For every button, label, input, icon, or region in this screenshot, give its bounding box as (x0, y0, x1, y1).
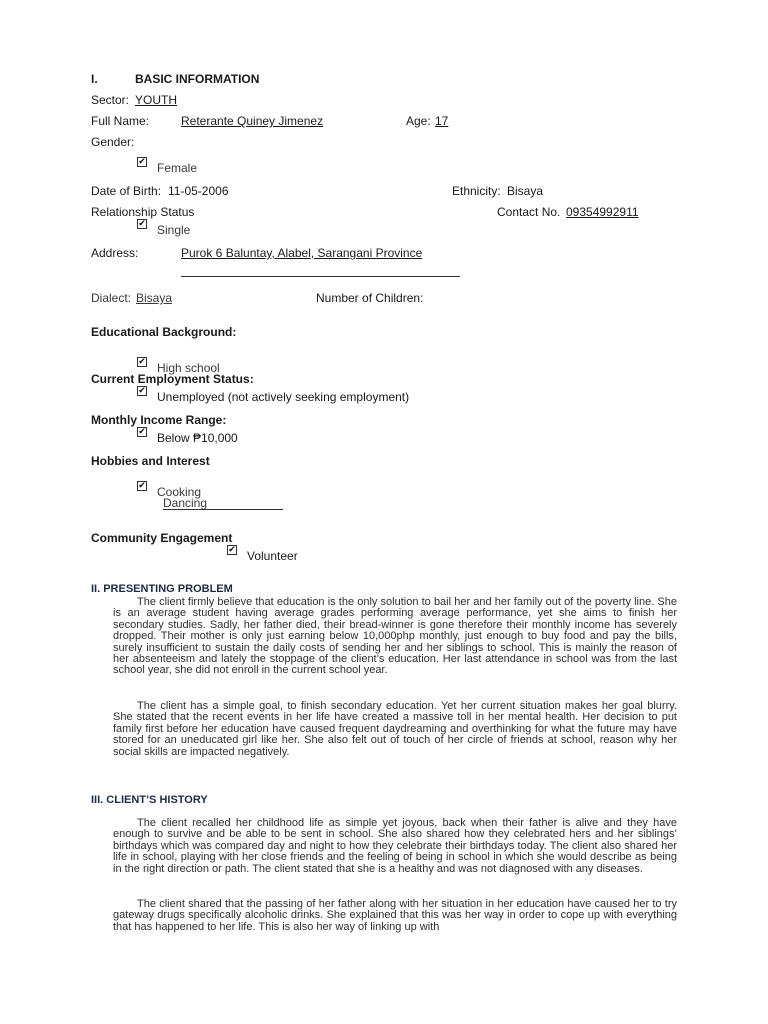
gender-checkbox[interactable] (137, 157, 147, 167)
community-checkbox[interactable] (227, 545, 237, 555)
children-label: Number of Children: (316, 291, 424, 305)
address-label: Address: (91, 246, 139, 260)
address-value: Purok 6 Baluntay, Alabel, Sarangani Province (181, 246, 423, 260)
hobby-2: Dancing (163, 497, 283, 510)
sector-value: YOUTH (135, 93, 177, 107)
age-value: 17 (435, 114, 449, 128)
section-1-title: BASIC INFORMATION (135, 72, 260, 86)
education-value: High school (157, 361, 220, 375)
section-2-paragraph-2-text: The client has a simple goal, to finish secondary education. Yet her current situation makes her goal blurry. She stated that the recent events in her life have created a massive toll in her mental health. Her decision to put family first before her education have caused frequent daydreaming and overthinking for what the future may have stored for an uneducated girl like her. She also felt out of touch of her circle of friends at school, reason why her social skills are impacted negatively. (113, 700, 677, 758)
income-checkbox[interactable] (137, 427, 147, 437)
community-value: Volunteer (247, 549, 298, 563)
age-label: Age: (406, 114, 431, 128)
relationship-checkbox[interactable] (137, 219, 147, 229)
section-3-title: III. CLIENT’S HISTORY (91, 794, 208, 806)
ethnicity-label: Ethnicity: (452, 184, 501, 198)
sector-label: Sector: (91, 93, 130, 107)
employment-value: Unemployed (not actively seeking employment) (157, 390, 410, 404)
gender-value: Female (157, 161, 198, 175)
education-label: Educational Background: (91, 325, 237, 339)
fullname-value: Reterante Quiney Jimenez (181, 114, 324, 128)
dob-value: 11-05-2006 (168, 184, 229, 198)
hobbies-label: Hobbies and Interest (91, 454, 210, 468)
education-checkbox[interactable] (137, 357, 147, 367)
section-1-number: I. (91, 72, 98, 86)
income-label: Monthly Income Range: (91, 413, 227, 427)
dob-label: Date of Birth: (91, 184, 162, 198)
dialect-label: Dialect: (91, 291, 132, 305)
section-3-paragraph-2-text: The client shared that the passing of her father along with her situation in her education have caused her to try gateway drugs specifically alcoholic drinks. She explained that this was her way in order to cope up with everything that has happened to her life. This is also her way of linking up with (113, 898, 677, 933)
section-3-paragraph-1-text: The client recalled her childhood life as simple yet joyous, back when their father is alive and they have enough to survive and be able to be sent in school. She also shared how they celebrated hers and her siblings’ birthdays which was compared day and night to how they celebrate their birthdays today. The client also shared her life in school, playing with her close friends and the feeling of being in school in which she would describe as being in the right direction or path. The client stated that she is a healthy and was not diagnosed with any diseases. (113, 817, 677, 875)
fullname-label: Full Name: (91, 114, 150, 128)
section-2-paragraph-1 (113, 597, 677, 677)
contact-label: Contact No. (497, 205, 561, 219)
income-value: Below ₱10,000 (157, 431, 238, 445)
relationship-label: Relationship Status (91, 205, 195, 219)
employment-label: Current Employment Status: (91, 372, 254, 386)
relationship-value: Single (157, 223, 191, 237)
contact-value: 09354992911 (566, 205, 639, 219)
section-2-paragraph-2 (113, 701, 677, 758)
section-2-paragraph-1-text: The client firmly believe that education is the only solution to bail her and her family out of the poverty line. She is an average student having average grades performing average performance, yet she aims to finish her secondary studies. Sadly, her father died, their bread-winner is gone therefore their monthly income has severely dropped. Their mother is only just earning below 10,000php monthly, just enough to buy food and pay the bills, surely insufficient to sustain the daily costs of sending her and her siblings to school. This is mainly the reason of her absenteeism and lately the stoppage of the client’s education. Her last attendance in school was from the last school year, she did not enroll in the current school year. (113, 596, 677, 677)
section-2-title: II. PRESENTING PROBLEM (91, 583, 233, 595)
section-3-paragraph-2 (113, 899, 677, 933)
community-label: Community Engagement (91, 531, 233, 545)
address-blank-line (181, 276, 460, 277)
hobby-1: Cooking (157, 485, 202, 499)
dialect-value: Bisaya (136, 291, 173, 305)
gender-label: Gender: (91, 135, 135, 149)
employment-checkbox[interactable] (137, 386, 147, 396)
section-3-paragraph-1 (113, 818, 677, 875)
ethnicity-value: Bisaya (507, 184, 544, 198)
hobbies-checkbox[interactable] (137, 481, 147, 491)
